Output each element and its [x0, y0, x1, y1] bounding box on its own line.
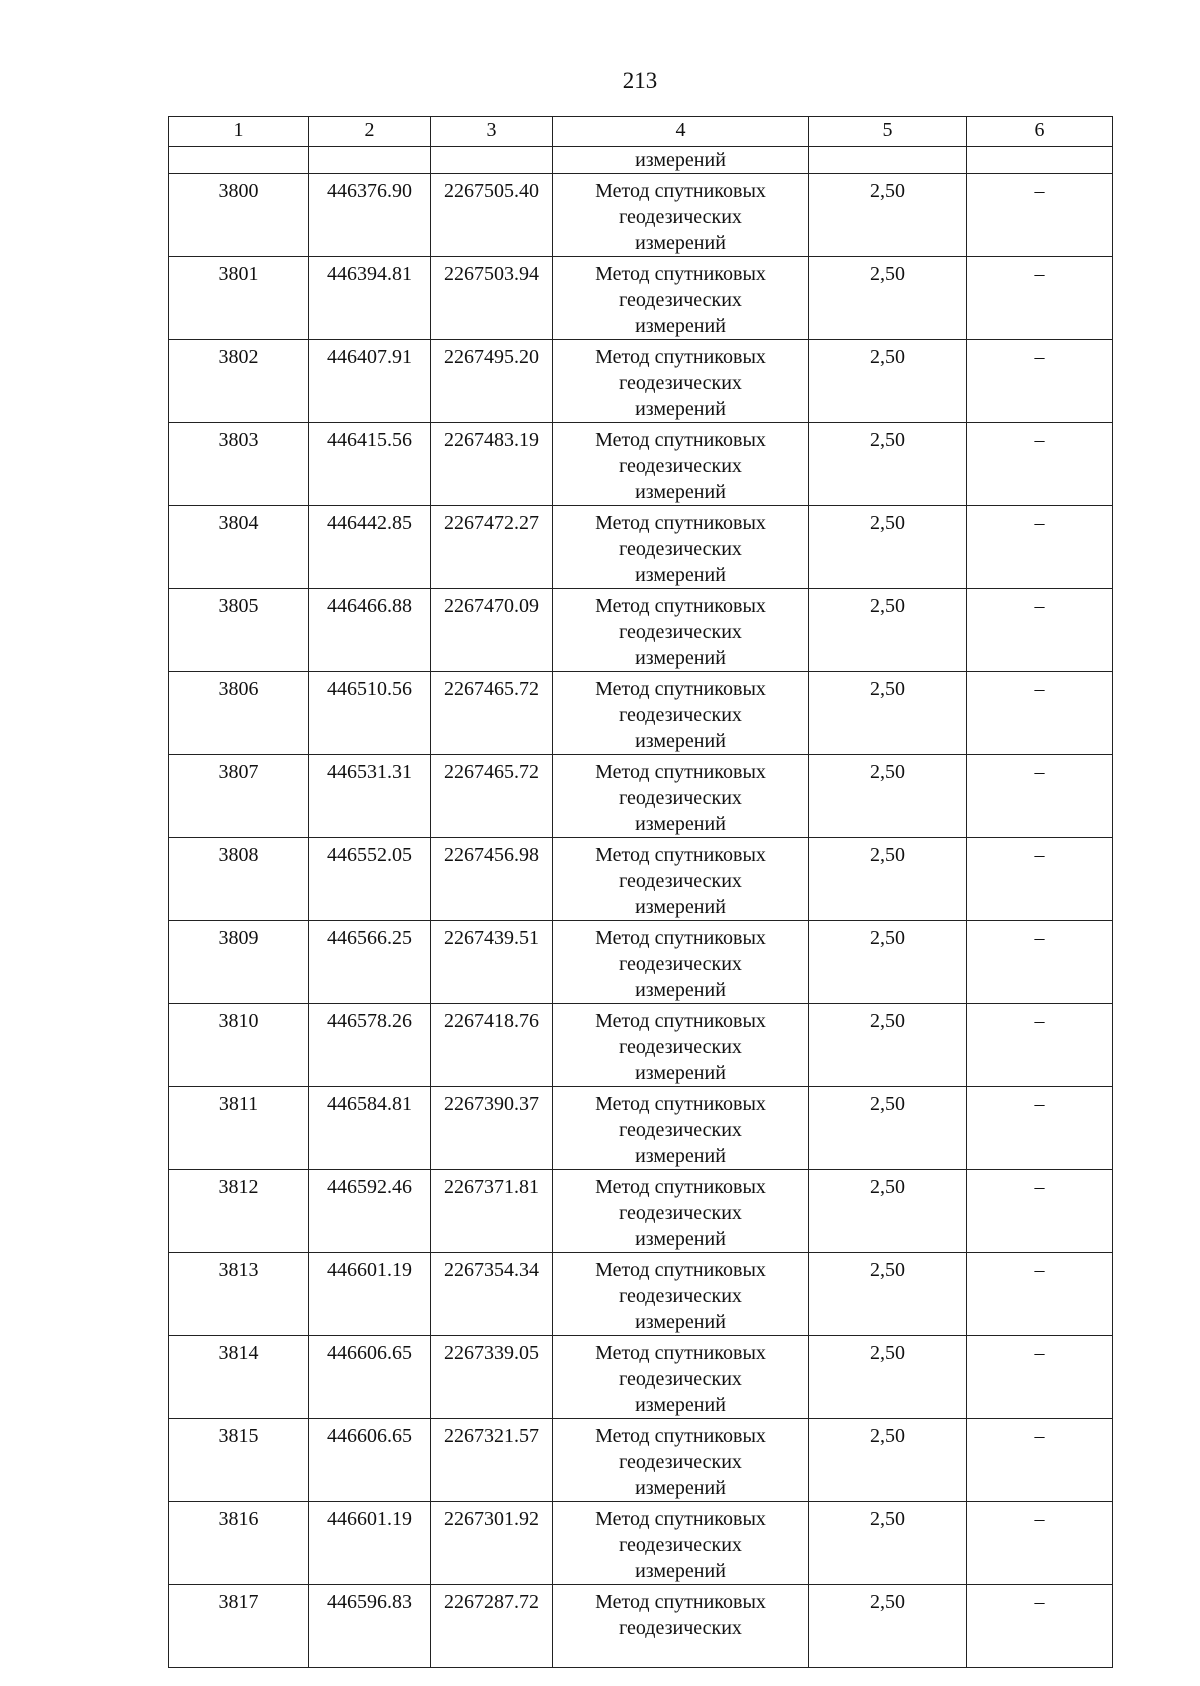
page-number: 213	[622, 68, 658, 93]
header-col-5: 5	[809, 117, 967, 147]
coordinate-x: 446394.81	[309, 257, 431, 340]
coordinate-x: 446596.83	[309, 1585, 431, 1668]
coordinate-x: 446531.31	[309, 755, 431, 838]
coordinate-y: 2267439.51	[431, 921, 553, 1004]
method-line: Метод спутниковых	[595, 1508, 766, 1530]
method-line: измерений	[635, 647, 726, 669]
method-line: геодезических	[619, 289, 742, 311]
point-number: 3800	[169, 174, 309, 257]
coordinate-y: 2267354.34	[431, 1253, 553, 1336]
note-value: –	[967, 838, 1113, 921]
point-number: 3805	[169, 589, 309, 672]
method-line: геодезических	[619, 538, 742, 560]
coordinate-y: 2267390.37	[431, 1087, 553, 1170]
method-line: Метод спутниковых	[595, 263, 766, 285]
coordinate-x: 446566.25	[309, 921, 431, 1004]
point-number: 3804	[169, 506, 309, 589]
method-line: измерений	[635, 232, 726, 254]
accuracy-value: 2,50	[809, 1336, 967, 1419]
method-description	[553, 1502, 809, 1585]
coordinate-x: 446376.90	[309, 174, 431, 257]
note-value: –	[967, 672, 1113, 755]
method-description	[553, 1419, 809, 1502]
method-line: измерений	[635, 398, 726, 420]
point-number: 3801	[169, 257, 309, 340]
method-line: Метод спутниковых	[595, 1176, 766, 1198]
table-row	[169, 1336, 1113, 1419]
method-line: геодезических	[619, 206, 742, 228]
method-line: Метод спутниковых	[595, 180, 766, 202]
method-line: Метод спутниковых	[595, 346, 766, 368]
method-description	[553, 921, 809, 1004]
coordinate-x: 446407.91	[309, 340, 431, 423]
coordinate-y: 2267465.72	[431, 672, 553, 755]
method-line: измерений	[635, 481, 726, 503]
table-row	[169, 257, 1113, 340]
table-row	[169, 1170, 1113, 1253]
method-description	[553, 672, 809, 755]
coordinate-x: 446442.85	[309, 506, 431, 589]
method-description	[553, 1170, 809, 1253]
accuracy-value: 2,50	[809, 1419, 967, 1502]
method-description	[553, 589, 809, 672]
point-number: 3808	[169, 838, 309, 921]
table-row	[169, 921, 1113, 1004]
note-value: –	[967, 340, 1113, 423]
accuracy-value: 2,50	[809, 1170, 967, 1253]
method-line: Метод спутниковых	[595, 512, 766, 534]
method-description	[553, 423, 809, 506]
method-description	[553, 1253, 809, 1336]
coordinate-x: 446601.19	[309, 1502, 431, 1585]
table-row	[169, 755, 1113, 838]
header-col-1: 1	[169, 117, 309, 147]
note-value: –	[967, 1253, 1113, 1336]
coordinate-y: 2267287.72	[431, 1585, 553, 1668]
point-number: 3806	[169, 672, 309, 755]
table-row	[169, 423, 1113, 506]
method-line: Метод спутниковых	[595, 927, 766, 949]
coordinate-y: 2267505.40	[431, 174, 553, 257]
coordinate-x: 446466.88	[309, 589, 431, 672]
table-row	[169, 1585, 1113, 1668]
coordinate-y: 2267472.27	[431, 506, 553, 589]
method-line: геодезических	[619, 455, 742, 477]
coordinate-y: 2267483.19	[431, 423, 553, 506]
table-row	[169, 1087, 1113, 1170]
table-row	[169, 1253, 1113, 1336]
method-line: геодезических	[619, 787, 742, 809]
method-line: геодезических	[619, 1368, 742, 1390]
coordinate-y: 2267321.57	[431, 1419, 553, 1502]
method-line: геодезических	[619, 1451, 742, 1473]
method-description	[553, 1087, 809, 1170]
note-value: –	[967, 506, 1113, 589]
coordinate-y: 2267301.92	[431, 1502, 553, 1585]
accuracy-value: 2,50	[809, 1004, 967, 1087]
method-line: геодезических	[619, 1202, 742, 1224]
table-row	[169, 589, 1113, 672]
coordinate-x: 446606.65	[309, 1336, 431, 1419]
method-line: Метод спутниковых	[595, 1259, 766, 1281]
note-value: –	[967, 174, 1113, 257]
method-description	[553, 1336, 809, 1419]
coordinate-x: 446592.46	[309, 1170, 431, 1253]
accuracy-value: 2,50	[809, 589, 967, 672]
method-line: Метод спутниковых	[595, 844, 766, 866]
accuracy-value: 2,50	[809, 755, 967, 838]
header-col-6: 6	[967, 117, 1113, 147]
method-line: геодезических	[619, 372, 742, 394]
coordinates-table	[168, 116, 1113, 1668]
note-value: –	[967, 1502, 1113, 1585]
point-number: 3814	[169, 1336, 309, 1419]
method-line: измерений	[635, 1560, 726, 1582]
note-value: –	[967, 589, 1113, 672]
note-value: –	[967, 423, 1113, 506]
method-line: измерений	[635, 896, 726, 918]
continuation-text: измерений	[553, 147, 809, 174]
method-line: измерений	[635, 813, 726, 835]
coordinate-x: 446578.26	[309, 1004, 431, 1087]
method-line: геодезических	[619, 621, 742, 643]
table-header	[169, 117, 1113, 147]
method-line: геодезических	[619, 1285, 742, 1307]
point-number: 3802	[169, 340, 309, 423]
point-number: 3816	[169, 1502, 309, 1585]
coordinate-y: 2267371.81	[431, 1170, 553, 1253]
point-number: 3811	[169, 1087, 309, 1170]
coordinate-y: 2267339.05	[431, 1336, 553, 1419]
table-row	[169, 1502, 1113, 1585]
coordinate-y: 2267495.20	[431, 340, 553, 423]
method-line: геодезических	[619, 870, 742, 892]
coordinate-y: 2267503.94	[431, 257, 553, 340]
coordinate-x: 446510.56	[309, 672, 431, 755]
accuracy-value: 2,50	[809, 921, 967, 1004]
note-value: –	[967, 257, 1113, 340]
method-line: геодезических	[619, 1119, 742, 1141]
accuracy-value: 2,50	[809, 257, 967, 340]
method-description	[553, 506, 809, 589]
method-line: Метод спутниковых	[595, 429, 766, 451]
method-line: геодезических	[619, 1534, 742, 1556]
header-col-4: 4	[553, 117, 809, 147]
method-line: измерений	[635, 564, 726, 586]
method-line: Метод спутниковых	[595, 595, 766, 617]
point-number: 3810	[169, 1004, 309, 1087]
method-line: геодезических	[619, 1617, 742, 1639]
coordinate-x: 446415.56	[309, 423, 431, 506]
note-value: –	[967, 1170, 1113, 1253]
coordinate-x: 446606.65	[309, 1419, 431, 1502]
method-description	[553, 1004, 809, 1087]
method-line: геодезических	[619, 953, 742, 975]
method-line: Метод спутниковых	[595, 1591, 766, 1613]
method-line: геодезических	[619, 704, 742, 726]
table-body	[169, 147, 1113, 1668]
accuracy-value: 2,50	[809, 174, 967, 257]
accuracy-value: 2,50	[809, 340, 967, 423]
point-number: 3817	[169, 1585, 309, 1668]
method-description	[553, 174, 809, 257]
header-col-2: 2	[309, 117, 431, 147]
accuracy-value: 2,50	[809, 1087, 967, 1170]
method-line: измерений	[635, 1062, 726, 1084]
accuracy-value: 2,50	[809, 1253, 967, 1336]
method-description	[553, 257, 809, 340]
accuracy-value: 2,50	[809, 506, 967, 589]
method-line: измерений	[635, 1228, 726, 1250]
method-line: Метод спутниковых	[595, 678, 766, 700]
method-description	[553, 1585, 809, 1668]
method-line: измерений	[635, 1311, 726, 1333]
method-line: измерений	[635, 1394, 726, 1416]
table-row	[169, 838, 1113, 921]
method-line: Метод спутниковых	[595, 761, 766, 783]
table-row	[169, 174, 1113, 257]
coordinate-y: 2267418.76	[431, 1004, 553, 1087]
method-line: геодезических	[619, 1036, 742, 1058]
continuation-row	[169, 147, 1113, 174]
note-value: –	[967, 1585, 1113, 1668]
table-row	[169, 1419, 1113, 1502]
table-row	[169, 506, 1113, 589]
coordinate-y: 2267465.72	[431, 755, 553, 838]
note-value: –	[967, 1087, 1113, 1170]
accuracy-value: 2,50	[809, 838, 967, 921]
accuracy-value: 2,50	[809, 423, 967, 506]
method-line: измерений	[635, 1145, 726, 1167]
point-number: 3813	[169, 1253, 309, 1336]
point-number: 3815	[169, 1419, 309, 1502]
method-line: измерений	[635, 979, 726, 1001]
coordinate-y: 2267456.98	[431, 838, 553, 921]
method-description	[553, 755, 809, 838]
method-line: Метод спутниковых	[595, 1425, 766, 1447]
coordinate-x: 446552.05	[309, 838, 431, 921]
method-description	[553, 340, 809, 423]
header-col-3: 3	[431, 117, 553, 147]
coordinate-x: 446601.19	[309, 1253, 431, 1336]
accuracy-value: 2,50	[809, 1585, 967, 1668]
method-line: измерений	[635, 315, 726, 337]
coordinate-y: 2267470.09	[431, 589, 553, 672]
table-row	[169, 672, 1113, 755]
note-value: –	[967, 921, 1113, 1004]
method-line: Метод спутниковых	[595, 1010, 766, 1032]
point-number: 3803	[169, 423, 309, 506]
accuracy-value: 2,50	[809, 672, 967, 755]
point-number: 3807	[169, 755, 309, 838]
method-description	[553, 838, 809, 921]
accuracy-value: 2,50	[809, 1502, 967, 1585]
table-row	[169, 340, 1113, 423]
note-value: –	[967, 1004, 1113, 1087]
point-number: 3812	[169, 1170, 309, 1253]
note-value: –	[967, 1419, 1113, 1502]
method-line: Метод спутниковых	[595, 1093, 766, 1115]
method-line: измерений	[635, 730, 726, 752]
point-number: 3809	[169, 921, 309, 1004]
method-line: измерений	[635, 1477, 726, 1499]
note-value: –	[967, 1336, 1113, 1419]
table-row	[169, 1004, 1113, 1087]
note-value: –	[967, 755, 1113, 838]
method-line: Метод спутниковых	[595, 1342, 766, 1364]
coordinate-x: 446584.81	[309, 1087, 431, 1170]
